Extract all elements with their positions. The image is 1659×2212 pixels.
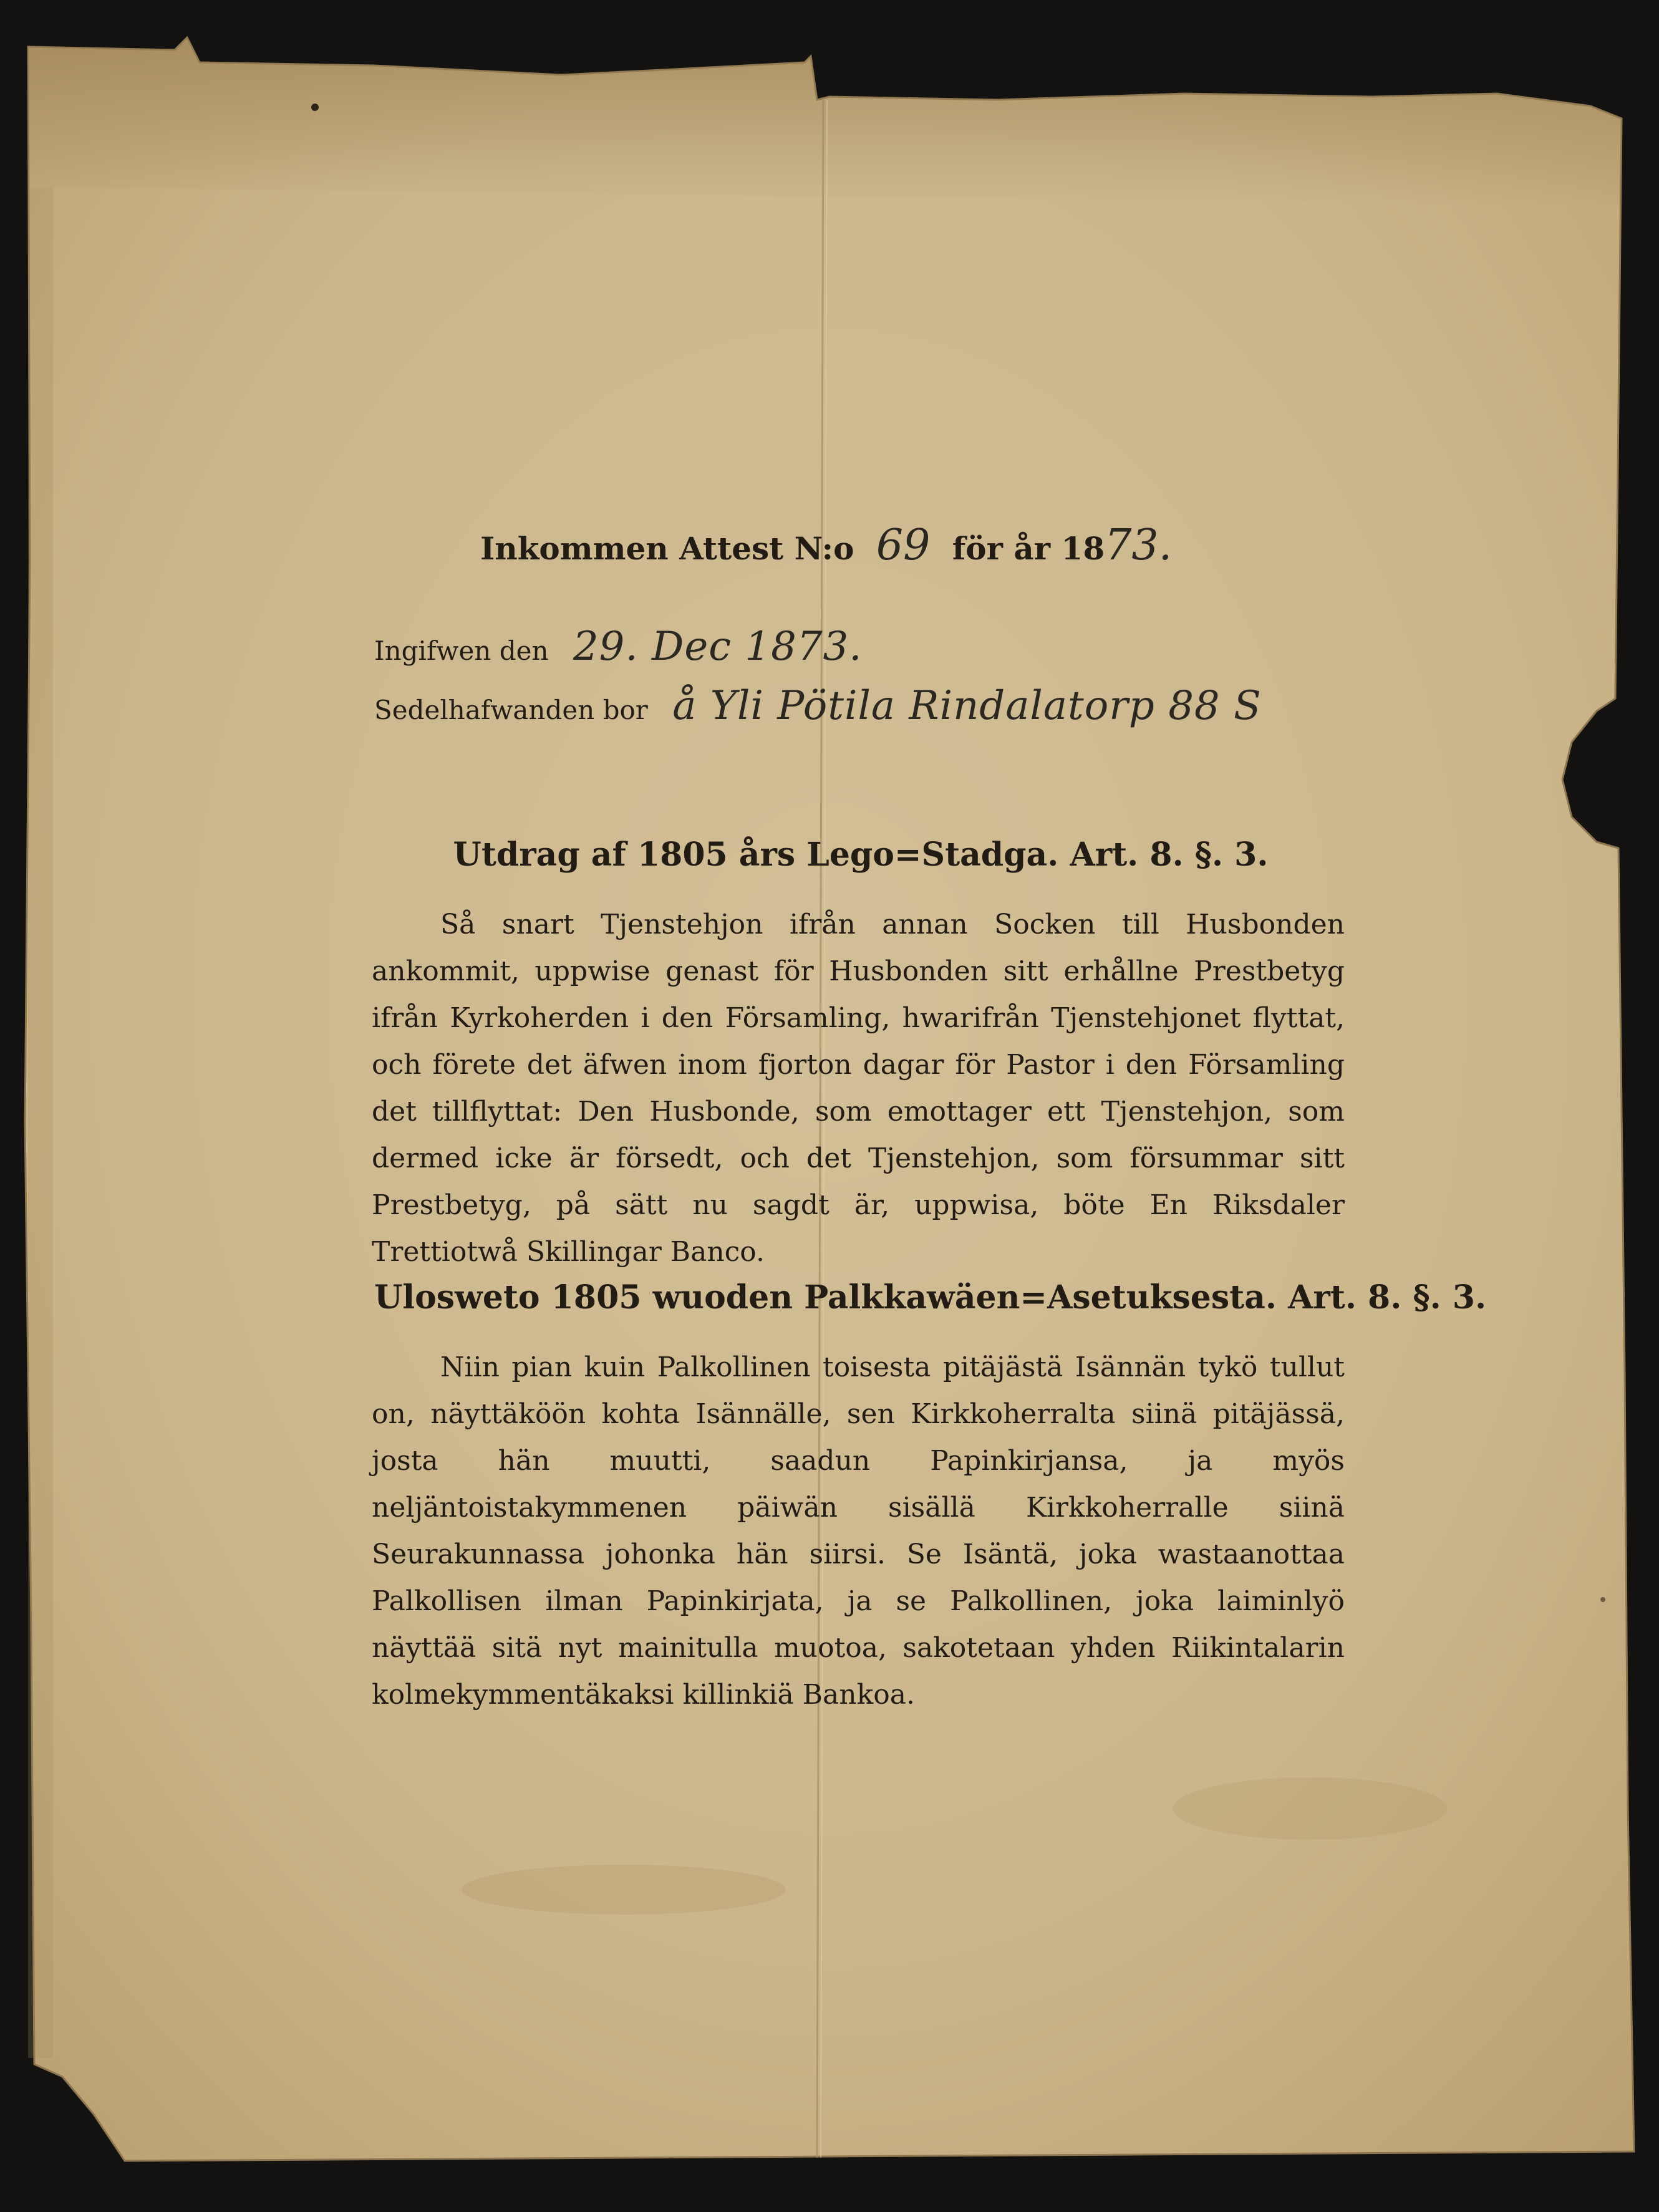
residence-row: [374, 683, 1262, 729]
submitted-label: Ingifwen den: [374, 635, 549, 666]
certificate-title: [480, 521, 1229, 570]
submitted-date-row: [374, 624, 863, 670]
title-middle: för år 18: [952, 530, 1105, 567]
finnish-section-heading: Ulosweto 1805 wuoden Palkkawäen=Asetuksesta. Art. 8. §. 3.: [374, 1278, 1487, 1316]
finnish-section-body: Niin pian kuin Palkollinen toisesta pitäjästä Isännän tykö tullut on, näyttäköön kohta Isännälle, sen Kirkkoherralta siinä pitäjässä, josta hän muutti, saadun Papinkirjansa, ja myös neljäntoistakymmenen päiwän sisällä Kirkkoherralle siinä Seurakunnassa johonka hän siirsi. Se Isäntä, joka wastaanottaa Palkollisen ilman Papinkirjata, ja se Palkollinen, joka laiminlyö näyttää sitä nyt mainitulla muotoa, sakotetaan yhden Riikintalarin kolmekymmentäkaksi killinkiä Bankoa.: [372, 1351, 1345, 1711]
title-prefix: Inkommen Attest N:o: [480, 530, 854, 567]
residence-handwritten: å Yli Pötila Rindalatorp 88 S: [672, 683, 1262, 729]
submitted-date-handwritten: 29. Dec 1873.: [573, 624, 863, 670]
swedish-section-heading: Utdrag af 1805 års Lego=Stadga. Art. 8. §. 3.: [453, 836, 1269, 874]
certificate-number-handwritten: 69: [876, 521, 931, 570]
year-handwritten: 73.: [1105, 521, 1173, 570]
swedish-section-body: Så snart Tjenstehjon ifrån annan Socken till Husbonden ankommit, uppwise genast för Husbonden sitt erhållne Prestbetyg ifrån Kyrkoherden i den Församling, hwarifrån Tjenstehjonet flyttat, och förete det äfwen inom fjorton dagar för Pastor i den Församling det tillflyttat: Den Husbonde, som emottager ett Tjenstehjon, som dermed icke är försedt, och det Tjenstehjon, som försummar sitt Prestbetyg, på sätt nu sagdt är, uppwisa, böte En Riksdaler Trettiotwå Skillingar Banco.: [372, 909, 1345, 1268]
residence-label: Sedelhafwanden bor: [374, 695, 648, 725]
